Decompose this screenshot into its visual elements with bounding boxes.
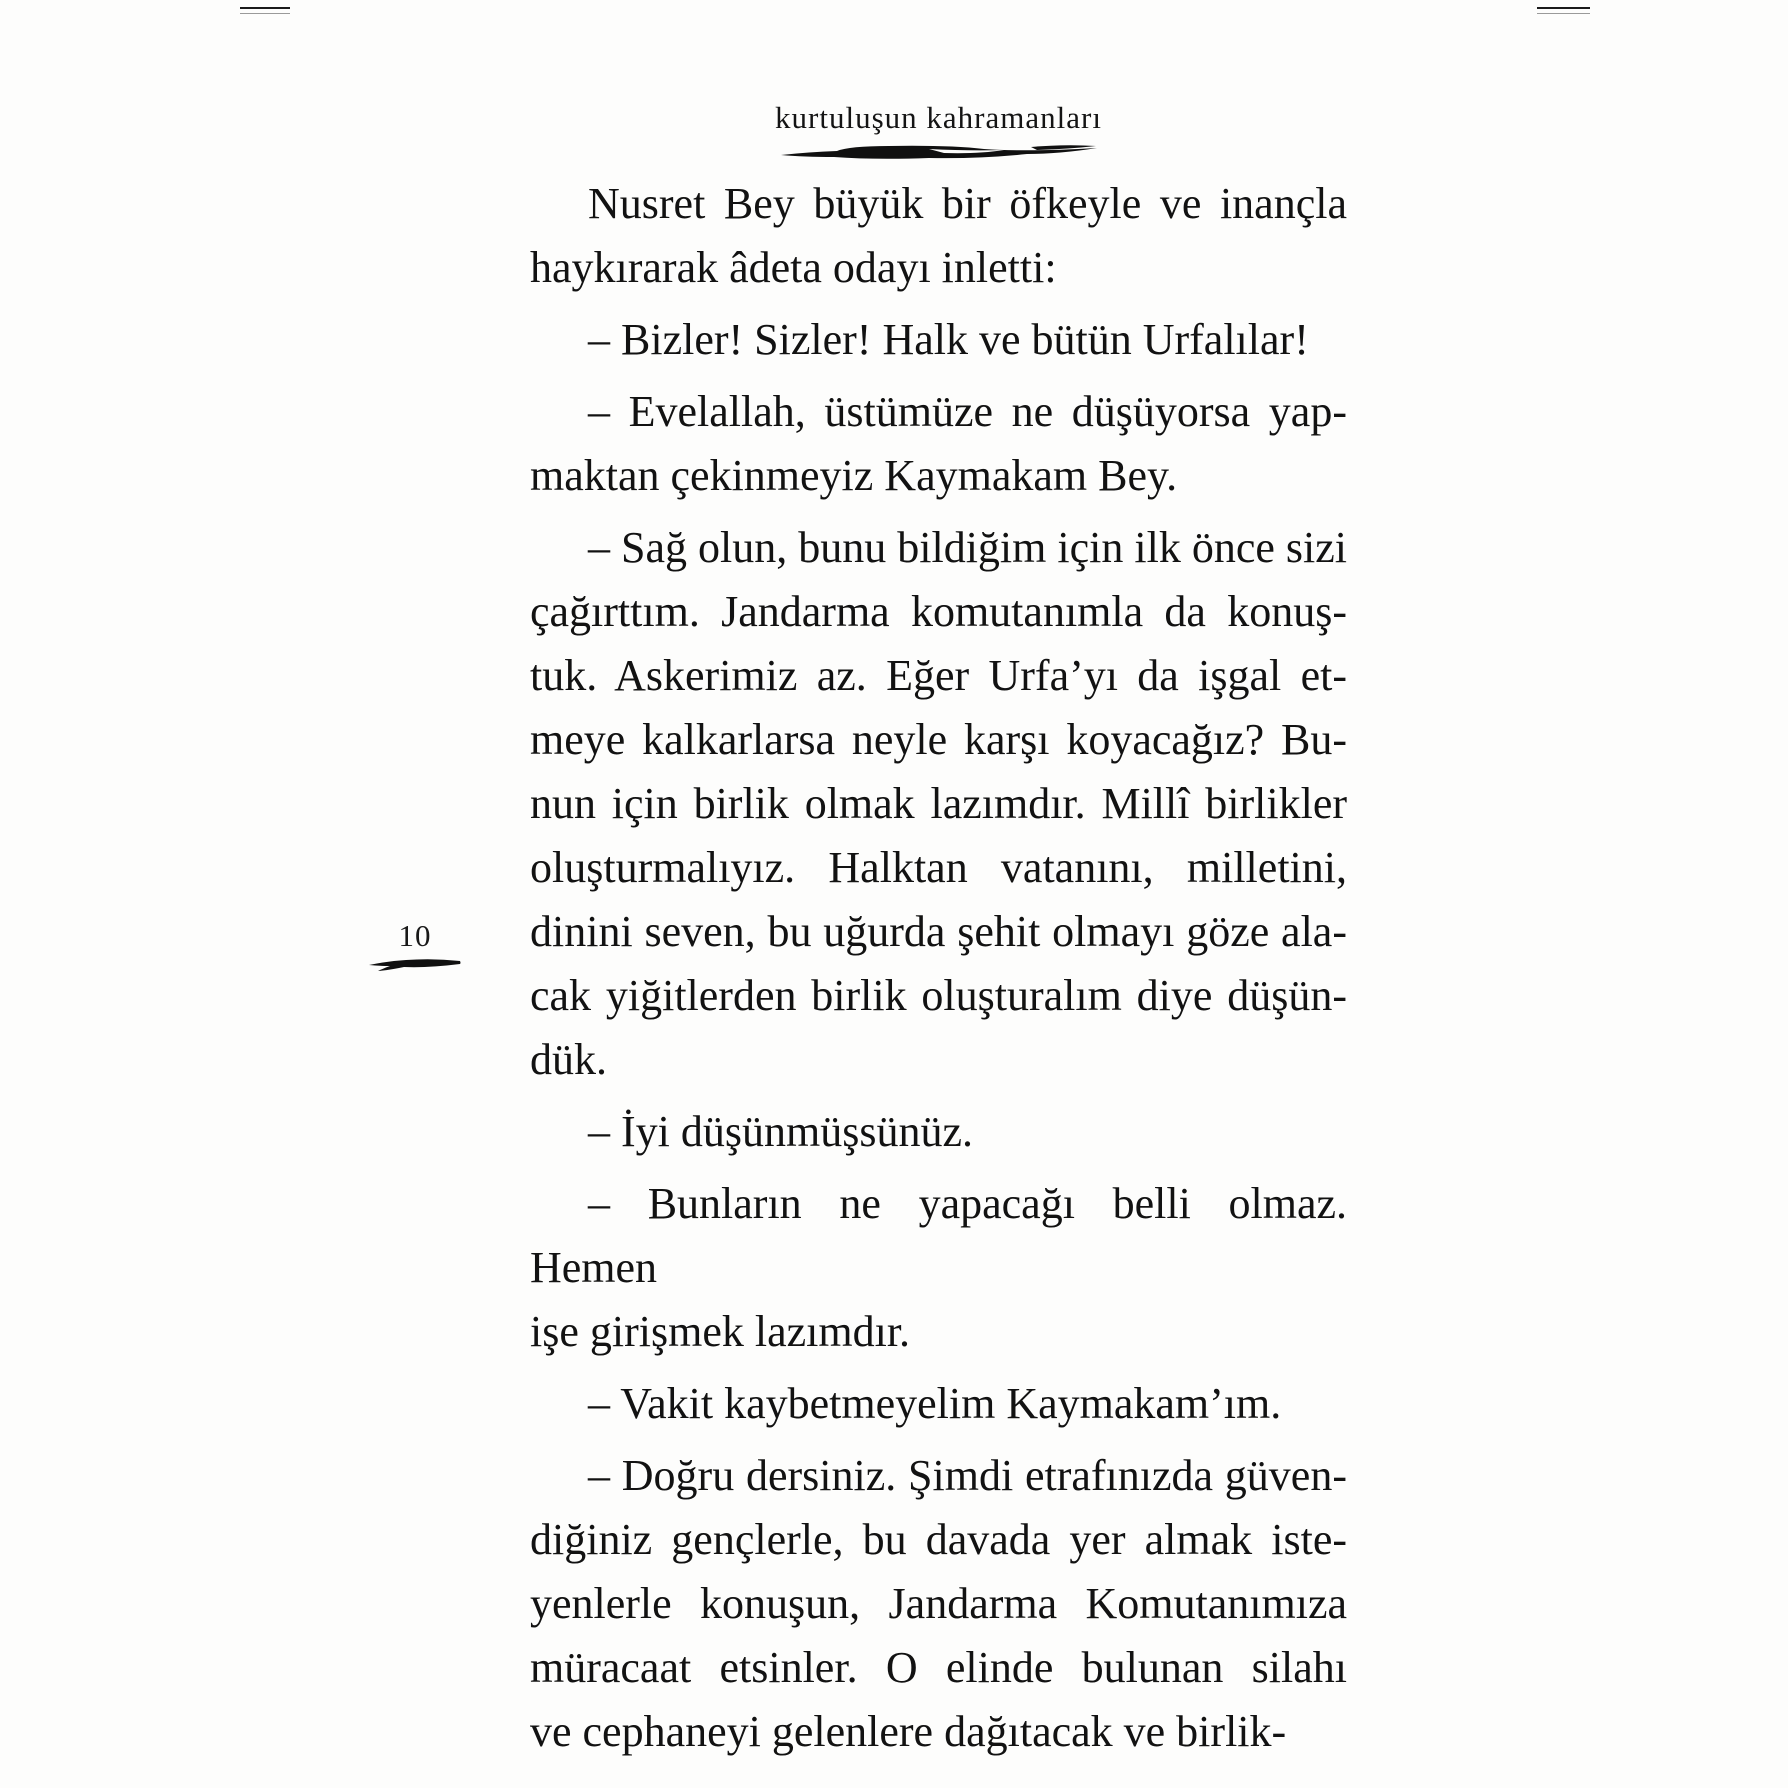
text-line: – Doğru dersiniz. Şimdi etrafınızda güven- <box>588 1451 1347 1500</box>
page-number: 10 <box>398 918 432 953</box>
paragraph <box>530 1172 1347 1364</box>
paragraph <box>530 1372 1347 1436</box>
text-line: – İyi düşünmüşsünüz. <box>588 1107 973 1156</box>
text-line: – Sağ olun, bunu bildiğim için ilk önce sizi <box>588 523 1347 572</box>
paragraph <box>530 308 1347 372</box>
top-right-rule <box>1537 7 1590 14</box>
text-line: – Vakit kaybetmeyelim Kaymakam’ım. <box>588 1379 1282 1428</box>
text-line: dinini seven, bu uğurda şehit olmayı göze ala- <box>530 907 1347 956</box>
paragraph <box>530 172 1347 300</box>
text-line: – Evelallah, üstümüze ne düşüyorsa yap- <box>588 387 1347 436</box>
text-line: maktan çekinmeyiz Kaymakam Bey. <box>530 451 1178 500</box>
text-line: nun için birlik olmak lazımdır. Millî birlikler <box>530 779 1347 828</box>
text-line: ve cephaneyi gelenlere dağıtacak ve birlik- <box>530 1707 1287 1756</box>
body-text <box>530 172 1347 1764</box>
text-line: yenlerle konuşun, Jandarma Komutanımıza <box>530 1579 1347 1628</box>
text-line: – Bunların ne yapacağı belli olmaz. Hemen <box>530 1179 1347 1292</box>
text-line: dük. <box>530 1035 607 1084</box>
paragraph <box>530 516 1347 1092</box>
running-head <box>530 100 1347 164</box>
page-number-flourish-icon <box>368 955 462 973</box>
text-line: müracaat etsinler. O elinde bulunan silahı <box>530 1643 1347 1692</box>
page-number-block <box>363 918 467 973</box>
text-line: – Bizler! Sizler! Halk ve bütün Urfalılar! <box>588 315 1309 364</box>
paragraph <box>530 380 1347 508</box>
text-line: oluşturmalıyız. Halktan vatanını, milletini, <box>530 843 1347 892</box>
text-line: tuk. Askerimiz az. Eğer Urfa’yı da işgal et- <box>530 651 1347 700</box>
text-line: işe girişmek lazımdır. <box>530 1307 911 1356</box>
text-line: Nusret Bey büyük bir öfkeyle ve inançla <box>588 179 1347 228</box>
text-line: çağırttım. Jandarma komutanımla da konuş- <box>530 587 1347 636</box>
text-line: cak yiğitlerden birlik oluşturalım diye düşün- <box>530 971 1347 1020</box>
text-line: meye kalkarlarsa neyle karşı koyacağız? Bu- <box>530 715 1347 764</box>
page-title: kurtuluşun kahramanları <box>775 100 1102 135</box>
text-line: haykırarak âdeta odayı inletti: <box>530 243 1057 292</box>
brush-flourish-icon <box>779 142 1099 164</box>
top-left-rule <box>240 7 290 14</box>
paragraph <box>530 1100 1347 1164</box>
paragraph <box>530 1444 1347 1764</box>
text-line: diğiniz gençlerle, bu davada yer almak iste- <box>530 1515 1347 1564</box>
